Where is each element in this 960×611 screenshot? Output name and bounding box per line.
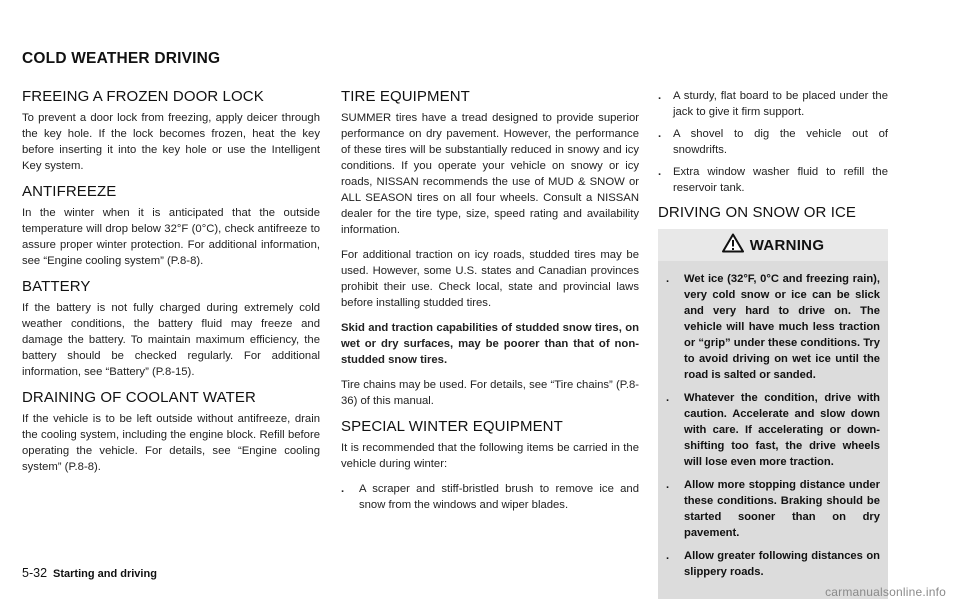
section-heading: TIRE EQUIPMENT	[341, 88, 470, 105]
bullet-mark: .	[658, 128, 662, 140]
list-item-text: A shovel to dig the vehicle out of snowdrifts.	[673, 128, 888, 156]
warning-item-text: Whatever the condition, drive with caution. Accelerate and slow down with care. If accelerating or down-shifting too fast, the drive wheels will lose even more traction.	[684, 392, 880, 468]
page-title: COLD WEATHER DRIVING	[22, 50, 221, 67]
section-tire-equipment	[341, 88, 639, 409]
section-paragraph: If the battery is not fully charged during extremely cold weather conditions, the battery fluid may freeze and damage the battery. To maintain maximum efficiency, the battery should be checked regularly. For additional information, see “Battery” (P.8-15).	[22, 302, 320, 378]
warning-item	[666, 477, 880, 541]
section-heading: ANTIFREEZE	[22, 183, 117, 200]
section-heading: SPECIAL WINTER EQUIPMENT	[341, 418, 563, 435]
warning-item-text: Allow greater following distances on slippery roads.	[684, 550, 880, 578]
tire-paragraph-1: SUMMER tires have a tread designed to provide superior performance on dry pavement. However, the performance of these tires will be substantially reduced in snowy and icy conditions. If you operate your vehicle on snowy or icy roads, NISSAN recommends the use of MUD & SNOW or ALL SEASON tires on all four wheels. Consult a NISSAN dealer for the tire type, size, speed rating and availability information.	[341, 112, 639, 236]
section-heading: BATTERY	[22, 278, 91, 295]
section-paragraph: If the vehicle is to be left outside without antifreeze, drain the cooling system, including the engine block. Refill before operating the vehicle. For details, see “Engine cooling system” (P.8-8).	[22, 413, 320, 473]
equipment-list-continued	[658, 88, 888, 196]
section-frozen-door-lock	[22, 88, 320, 174]
section-battery	[22, 278, 320, 380]
bullet-mark: .	[666, 392, 670, 404]
column-2	[341, 88, 639, 519]
warning-list	[666, 271, 880, 580]
warning-item	[666, 390, 880, 470]
list-item	[658, 126, 888, 158]
page-number: 5-32	[22, 566, 48, 580]
section-paragraph: To prevent a door lock from freezing, apply deicer through the key hole. If the lock becomes frozen, heat the key before inserting it into the key hole or use the Intelligent Key system.	[22, 112, 320, 172]
equipment-list	[341, 481, 639, 513]
warning-triangle-icon	[722, 233, 744, 258]
tire-paragraph-4: Tire chains may be used. For details, see “Tire chains” (P.8-36) of this manual.	[341, 379, 639, 407]
section-antifreeze	[22, 183, 320, 269]
list-item	[658, 164, 888, 196]
section-paragraph: In the winter when it is anticipated that the outside temperature will drop below 32°F (0°C), check antifreeze to assure proper winter protection. For additional information, see “Engine cooling system” (P.8-8).	[22, 207, 320, 267]
warning-box	[658, 229, 888, 599]
warning-header	[658, 229, 888, 261]
section-heading: DRIVING ON SNOW OR ICE	[658, 204, 857, 221]
watermark: carmanualsonline.info	[825, 585, 946, 599]
bullet-mark: .	[341, 483, 345, 495]
section-heading: FREEING A FROZEN DOOR LOCK	[22, 88, 264, 105]
section-heading: DRAINING OF COOLANT WATER	[22, 389, 256, 406]
bullet-mark: .	[666, 479, 670, 491]
warning-item-text: Wet ice (32°F, 0°C and freezing rain), very cold snow or ice can be slick and very hard to drive on. The vehicle will have much less traction or “grip” under these conditions. Try to avoid driving on wet ice until the road is salted or sanded.	[684, 273, 880, 381]
list-item-text: Extra window washer fluid to refill the reservoir tank.	[673, 166, 888, 194]
warning-item	[666, 548, 880, 580]
special-intro: It is recommended that the following items be carried in the vehicle during winter:	[341, 442, 639, 470]
section-draining-coolant	[22, 389, 320, 475]
warning-item	[666, 271, 880, 383]
tire-paragraph-bold: Skid and traction capabilities of studded snow tires, on wet or dry surfaces, may be poorer than that of non-studded snow tires.	[341, 322, 639, 366]
bullet-mark: .	[658, 166, 662, 178]
page-footer	[22, 566, 157, 580]
list-item	[658, 88, 888, 120]
list-item	[341, 481, 639, 513]
bullet-mark: .	[666, 550, 670, 562]
tire-paragraph-2: For additional traction on icy roads, studded tires may be used. However, some U.S. states and Canadian provinces prohibit their use. Check local, state and provincial laws before installing studded tires.	[341, 249, 639, 309]
warning-body	[658, 261, 888, 580]
warning-item-text: Allow more stopping distance under these conditions. Braking should be started sooner than on dry pavement.	[684, 479, 880, 539]
list-item-text: A sturdy, flat board to be placed under the jack to give it firm support.	[673, 90, 888, 118]
column-3	[658, 88, 888, 599]
list-item-text: A scraper and stiff-bristled brush to remove ice and snow from the windows and wiper blades.	[359, 483, 639, 511]
column-1	[22, 88, 320, 484]
bullet-mark: .	[658, 90, 662, 102]
section-special-winter-equipment	[341, 418, 639, 513]
bullet-mark: .	[666, 273, 670, 285]
warning-title: WARNING	[749, 236, 825, 254]
chapter-name: Starting and driving	[53, 568, 157, 580]
